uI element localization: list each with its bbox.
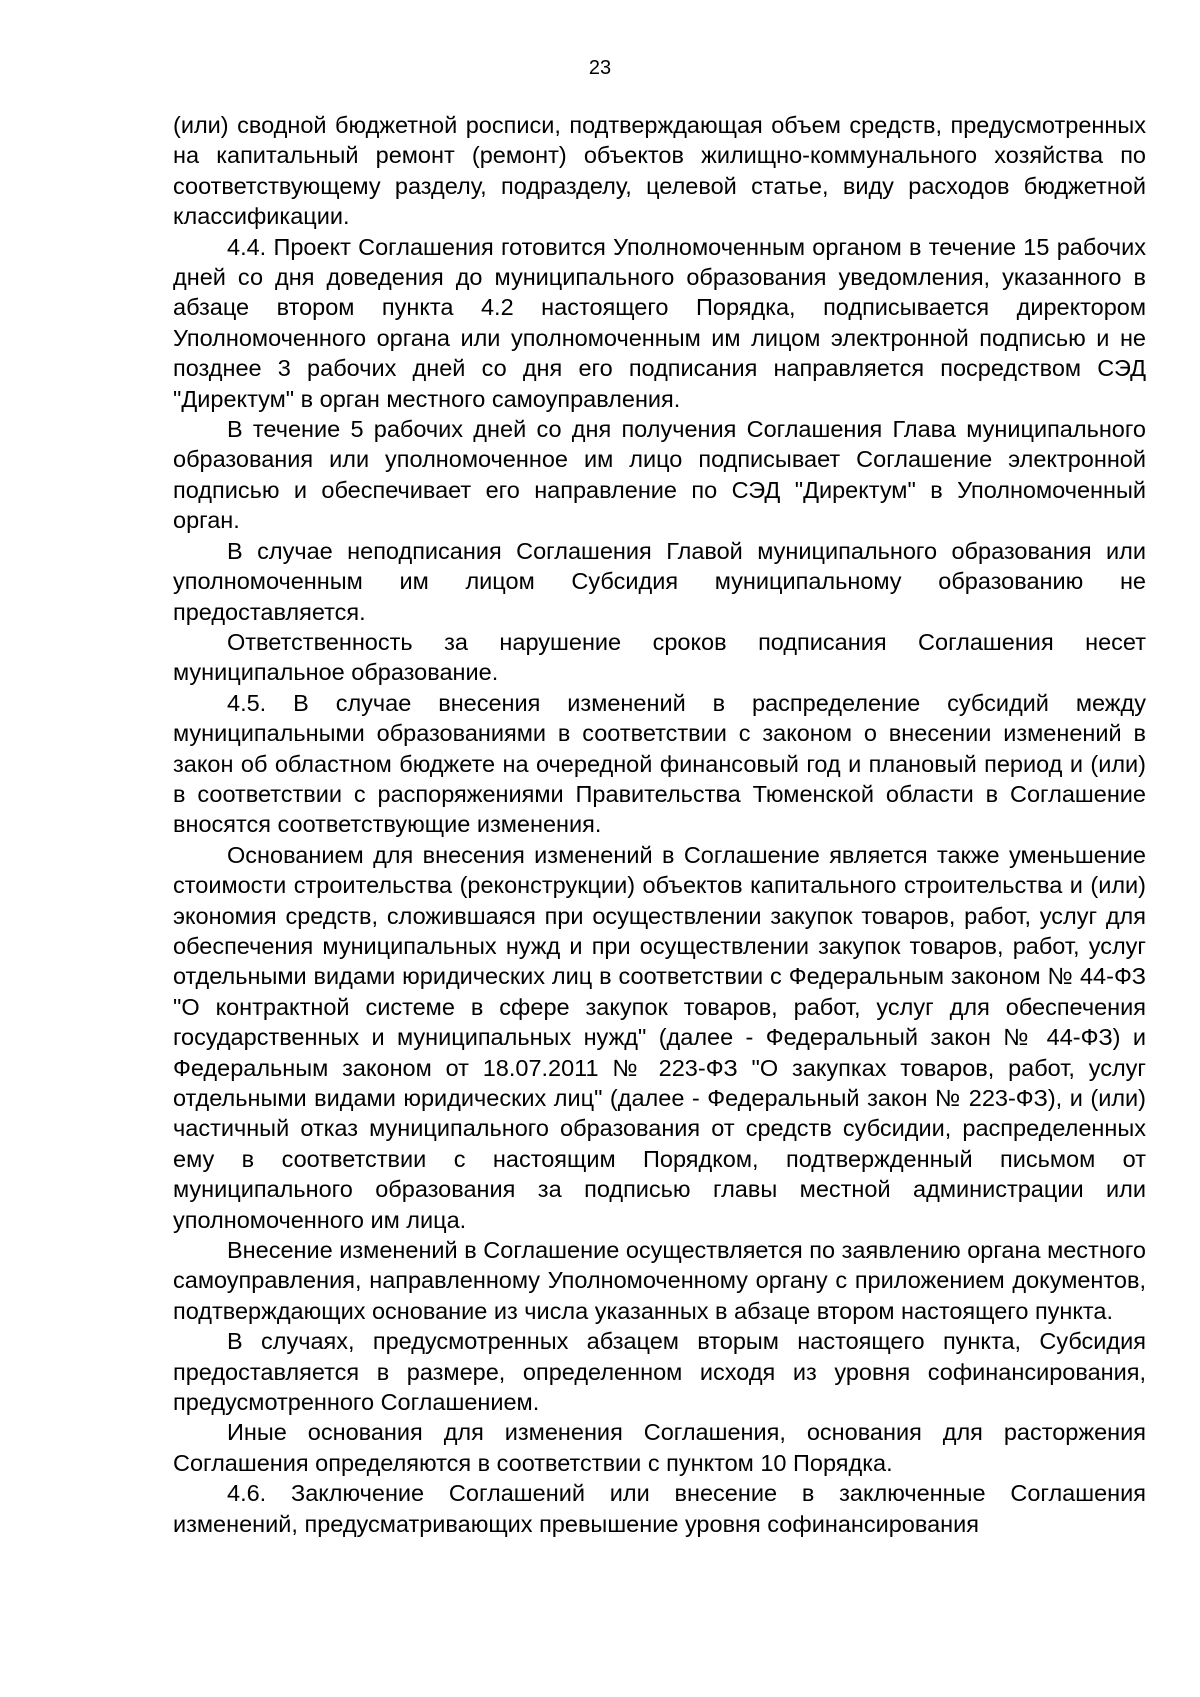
paragraph: В случае неподписания Соглашения Главой муниципального образования или уполномоченным им лицом Субсидия муниципальному образованию не предоставляется. <box>173 537 1146 625</box>
paragraph: В случаях, предусмотренных абзацем вторым настоящего пункта, Субсидия предоставляется в размере, определенном исходя из уровня софинансирования, предусмотренного Соглашением. <box>173 1328 1146 1416</box>
paragraph: 4.6. Заключение Соглашений или внесение в заключенные Соглашения изменений, предусматривающих превышение уровня софинансирования <box>173 1480 1146 1537</box>
paragraph: Внесение изменений в Соглашение осуществляется по заявлению органа местного самоуправления, направленному Уполномоченному органу с приложением документов, подтверждающих основание из числа указанных в абзаце втором настоящего пункта. <box>173 1237 1146 1324</box>
paragraph: 4.4. Проект Соглашения готовится Уполномоченным органом в течение 15 рабочих дней со дня доведения до муниципального образования уведомления, указанного в абзаце втором пункта 4.2 настоящего Порядка, подписывается директором Уполномоченного органа или уполномоченным им лицом электронной подписью и не позднее 3 рабочих дней со дня его подписания направляется посредством СЭД "Директум" в орган местного самоуправления. <box>173 233 1146 412</box>
paragraph: 4.5. В случае внесения изменений в распределение субсидий между муниципальными образованиями в соответствии с законом о внесении изменений в закон об областном бюджете на очередной финансовый год и плановый период и (или) в соответствии с распоряжениями Правительства Тюменской области в Соглашение вносятся соответствующие изменения. <box>173 689 1146 838</box>
paragraph: Иные основания для изменения Соглашения, основания для расторжения Соглашения определяются в соответствии с пунктом 10 Порядка. <box>173 1419 1146 1476</box>
page-number: 23 <box>588 57 612 79</box>
paragraph: (или) сводной бюджетной росписи, подтверждающая объем средств, предусмотренных на капитальный ремонт (ремонт) объектов жилищно-коммунального хозяйства по соответствующему разделу, подразделу, целевой статье, виду расходов бюджетной классификации. <box>173 112 1146 230</box>
paragraph: Основанием для внесения изменений в Соглашение является также уменьшение стоимости строительства (реконструкции) объектов капитального строительства и (или) экономия средств, сложившаяся при осуществлении закупок товаров, работ, услуг для обеспечения муниципальных нужд и при осуществлении закупок товаров, работ, услуг отдельными видами юридических лиц в соответствии с Федеральным законом № 44-ФЗ "О контрактной системе в сфере закупок товаров, работ, услуг для обеспечения государственных и муниципальных нужд" (далее - Федеральный закон № 44-ФЗ) и Федеральным законом от 18.07.2011 № 223-ФЗ "О закупках товаров, работ, услуг отдельными видами юридических лиц" (далее - Федеральный закон № 223-ФЗ), и (или) частичный отказ муниципального образования от средств субсидии, распределенных ему в соответствии с настоящим Порядком, подтвержденный письмом от муниципального образования за подписью главы местной администрации или уполномоченного им лица. <box>173 841 1146 1233</box>
paragraph: В течение 5 рабочих дней со дня получения Соглашения Глава муниципального образования или уполномоченное им лицо подписывает Соглашение электронной подписью и обеспечивает его направление по СЭД "Директум" в Уполномоченный орган. <box>173 416 1146 534</box>
document-body <box>173 110 1146 1539</box>
paragraph: Ответственность за нарушение сроков подписания Соглашения несет муниципальное образование. <box>173 628 1146 686</box>
